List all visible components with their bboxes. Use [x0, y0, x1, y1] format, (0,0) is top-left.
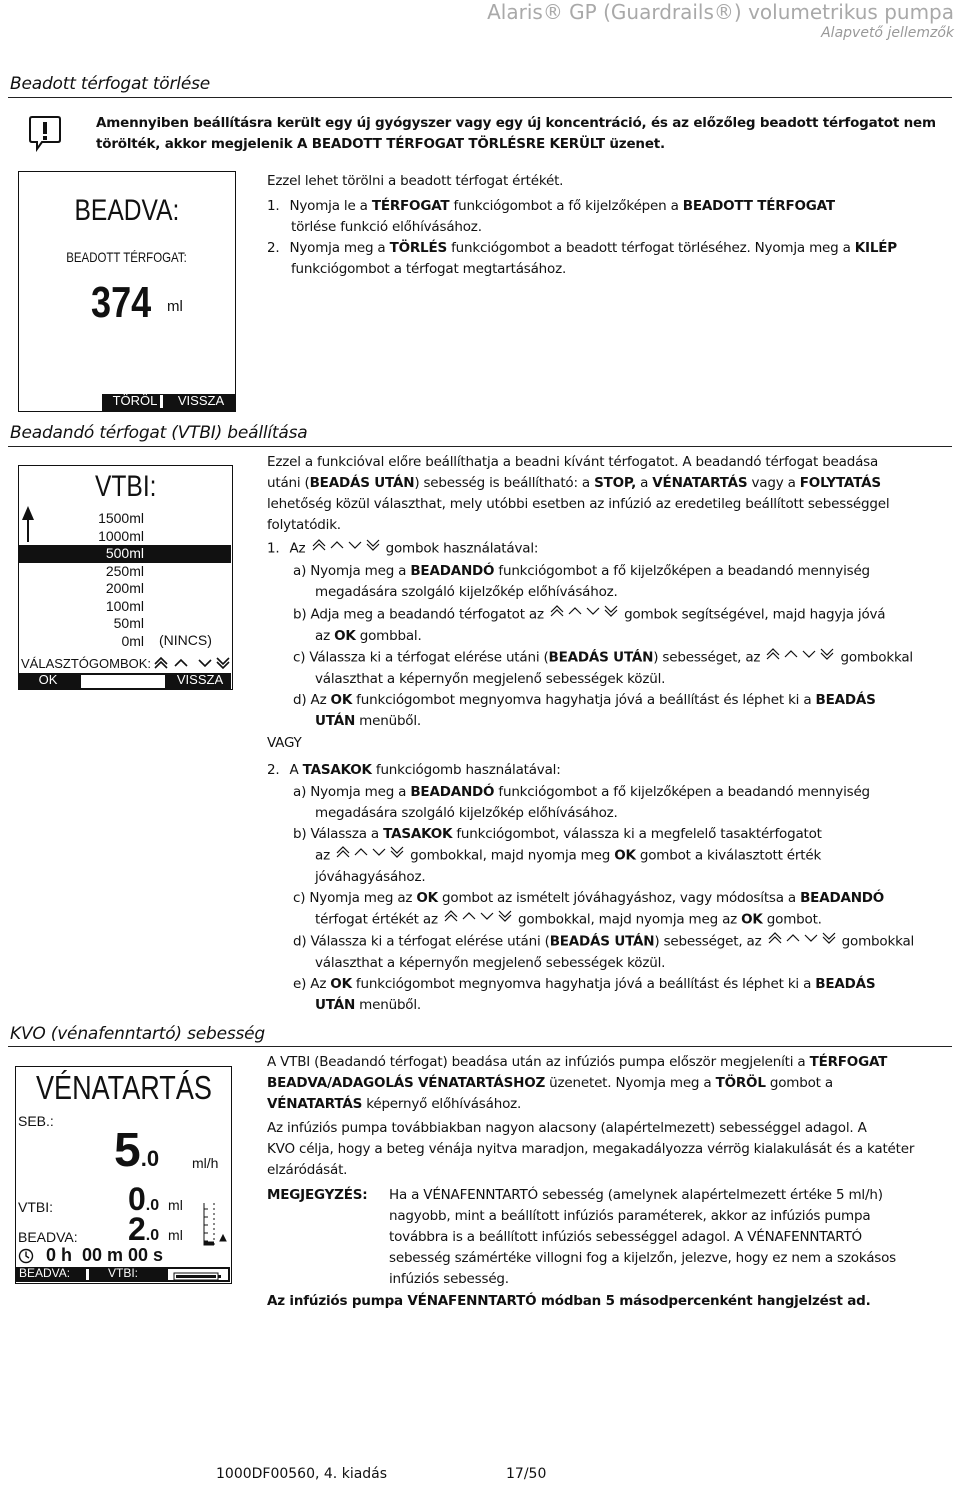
- softkey-back[interactable]: VISSZA: [176, 672, 224, 687]
- kvo-beep-note: Az infúziós pumpa VÉNAFENNTARTÓ módban 5 másodpercenként hangjelzést ad.: [267, 1293, 871, 1309]
- section-divider: [8, 1046, 952, 1047]
- arrow-keys-icon: [442, 909, 514, 930]
- warning-text: Amennyiben beállításra került egy új gyógyszer vagy egy új koncentráció, és az előzőleg beadott térfogatot nem törölték, akkor megjelenik A BEADOTT TÉRFOGAT TÖRLÉSRE KERÜLT üzenet.: [96, 115, 936, 152]
- rate-unit: ml/h: [192, 1155, 219, 1171]
- vtbi-step-1d: d) Az OK funkciógombot megnyomva hagyhatja jóvá a beállítást és léphet ki a BEADÁS UTÁN menüből.: [293, 692, 876, 729]
- vtbi-step-1b: b) Adja meg a beadandó térfogatot az gombok segítségével, majd hagyja jóvá az OK gombbal.: [293, 604, 953, 647]
- arrow-keys-icon: [310, 538, 382, 559]
- volume-gauge-icon: [200, 1201, 228, 1256]
- volume-option-selected[interactable]: 500ml: [19, 545, 231, 563]
- section-title-kvo: KVO (vénafenntartó) sebesség: [10, 1024, 266, 1044]
- infused-value: 2.0 ml: [128, 1211, 183, 1247]
- softkey-empty: [81, 675, 165, 688]
- vtbi-step-1c: c) Válassza ki a térfogat elérése utáni (BEADÁS UTÁN) sebességet, az gombokkal választhat a képernyőn megjelenő sebességek közül.: [293, 647, 957, 690]
- infused-value: 374: [91, 278, 152, 327]
- infused-unit: ml: [167, 298, 183, 315]
- warning-icon: [28, 114, 62, 152]
- vtbi-step-2c: c) Nyomja meg az OK gombot az ismételt jóváhagyáshoz, vagy módosítsa a BEADANDÓ térfogat értékét az gombokkal, majd nyomja meg az OK gombot.: [293, 888, 953, 931]
- vtbi-step-2b: b) Válassza a TASAKOK funkciógombot, válassza ki a megfelelő tasaktérfogatot az gombokkal, majd nyomja meg OK gombot a kiválasztott érték jóváhagyásához.: [293, 826, 822, 885]
- arrow-keys-icon: [766, 931, 838, 952]
- note-label: MEGJEGYZÉS:: [267, 1187, 368, 1203]
- rate-label: SEB.:: [18, 1113, 54, 1129]
- running-header-subtitle: Alapvető jellemzők: [821, 25, 954, 41]
- vtbi-step-2d: d) Válassza ki a térfogat elérése utáni (BEADÁS UTÁN) sebességet, az gombokkal választhat a képernyőn megjelenő sebességek közül.: [293, 931, 957, 974]
- or-label: VAGY: [267, 735, 302, 751]
- section-divider: [8, 97, 952, 98]
- note-text: Ha a VÉNAFENNTARTÓ sebesség (amelynek alapértelmezett értéke 5 ml/h) nagyobb, mint a beállított infúziós paraméterek, akkor az infúziós pumpa továbbra is a beállított infúziós sebességgel adagol. A VÉNAFENNTARTÓ sebesség számértéke villogni fog a kijelzőn, jelezve, hogy ez nem a szokásos infúziós sebesség.: [389, 1187, 896, 1287]
- clear-step-1: 1. Nyomja le a TÉRFOGAT funkciógombot a fő kijelzőképen a BEADOTT TÉRFOGAT törlése funkció előhívásához.: [267, 198, 835, 235]
- kvo-paragraph-2: Az infúziós pumpa továbbiakban nagyon alacsony (alapértelmezett) sebességgel adagol. A KVO célja, hogy a beteg vénája nyitva maradjon, megakadályozza vérrög kialakulását és a katéter elzáródását.: [267, 1120, 915, 1178]
- volume-option[interactable]: 200ml: [105, 580, 144, 596]
- selector-keys-label: VÁLASZTÓGOMBOK:: [21, 656, 152, 671]
- footer-doc-id: 1000DF00560, 4. kiadás: [216, 1466, 388, 1482]
- vtbi-intro: Ezzel a funkcióval előre beállíthatja a beadni kívánt térfogatot. A beadandó térfogat beadása utáni (BEADÁS UTÁN) sebesség is beállítható: a STOP, a VÉNATARTÁS vagy a FOLYTATÁS lehetőség közül választhat, mely utóbbi esetben az infúzió az eredetileg beállított sebességgel folytatódik.: [267, 454, 890, 533]
- screen-title: VÉNATARTÁS: [36, 1069, 212, 1106]
- screen-title: BEADVA:: [74, 194, 179, 227]
- softkey-vtbi[interactable]: VTBI:: [108, 1266, 139, 1280]
- volume-option[interactable]: 1500ml: [98, 510, 144, 526]
- vtbi-step-2a: a) Nyomja meg a BEADANDÓ funkciógombot a fő kijelzőképen a beadandó mennyiség megadására szolgáló kijelzőkép előhívásához.: [293, 784, 870, 821]
- softkey-clear[interactable]: TÖRÖL: [112, 393, 158, 408]
- clear-intro: Ezzel lehet törölni a beadott térfogat értékét.: [267, 173, 564, 189]
- elapsed-time: 0 h 00 m 00 s: [46, 1245, 164, 1265]
- vtbi-step-2e: e) Az OK funkciógombot megnyomva hagyhatja jóvá a beállítást és léphet ki a BEADÁS UTÁN menüből.: [293, 976, 876, 1013]
- vtbi-step-2: 2. A TASAKOK funkciógomb használatával:: [267, 762, 561, 778]
- section-title-clear-volume: Beadott térfogat törlése: [10, 74, 210, 94]
- footer-page-number: 17/50: [506, 1466, 547, 1482]
- volume-list: [19, 510, 231, 650]
- arrow-keys-icon: [764, 647, 836, 668]
- volume-option[interactable]: 1000ml: [98, 527, 144, 544]
- section-divider: [8, 446, 952, 447]
- pump-screen-vtbi: [18, 465, 233, 690]
- vtbi-value: 0.0 ml: [128, 1181, 183, 1217]
- running-header-title: Alaris® GP (Guardrails®) volumetrikus pumpa: [487, 0, 954, 24]
- volume-option[interactable]: 100ml: [105, 597, 144, 614]
- vtbi-label: VTBI:: [18, 1199, 54, 1215]
- screen-title: VTBI:: [95, 470, 157, 503]
- vtbi-step-1a: a) Nyomja meg a BEADANDÓ funkciógombot a fő kijelzőképen a beadandó mennyiség megadására szolgáló kijelzőkép előhívásához.: [293, 563, 870, 600]
- pump-screen-kvo: [15, 1066, 232, 1284]
- section-title-vtbi: Beadandó térfogat (VTBI) beállítása: [10, 423, 308, 443]
- clear-step-2: 2. Nyomja meg a TÖRLÉS funkciógombot a beadott térfogat törléséhez. Nyomja meg a KILÉP funkciógombot a térfogat megtartásához.: [267, 240, 897, 277]
- infused-label: BEADVA:: [18, 1229, 78, 1245]
- softkey-infused[interactable]: BEADVA:: [19, 1266, 71, 1280]
- rate-value: 5.0: [114, 1124, 160, 1177]
- volume-option[interactable]: 250ml: [105, 562, 144, 579]
- pump-screen-infused: [18, 171, 236, 412]
- softkey-separator: [160, 395, 163, 408]
- vtbi-step-1: 1. Az gombok használatával:: [267, 538, 538, 560]
- softkey-back[interactable]: VISSZA: [177, 393, 225, 408]
- arrow-keys-icon: [334, 845, 406, 866]
- volume-option[interactable]: 50ml: [113, 615, 144, 631]
- screen-label: BEADOTT TÉRFOGAT:: [66, 249, 187, 265]
- volume-option[interactable]: 0ml: [121, 632, 144, 649]
- softkey-separator: [86, 1269, 89, 1280]
- kvo-paragraph-1: A VTBI (Beadandó térfogat) beadása után az infúziós pumpa először megjeleníti a TÉRFOGAT BEADVA/ADAGOLÁS VÉNATARTÁSHOZ üzenetet. Nyomja meg a TÖRÖL gombot a VÉNATARTÁS képernyő előhívásához.: [267, 1054, 888, 1112]
- none-label: (NINCS): [159, 632, 212, 648]
- battery-icon: [168, 1269, 228, 1280]
- arrow-keys-icon: [548, 604, 620, 625]
- softkey-ok[interactable]: OK: [38, 672, 58, 687]
